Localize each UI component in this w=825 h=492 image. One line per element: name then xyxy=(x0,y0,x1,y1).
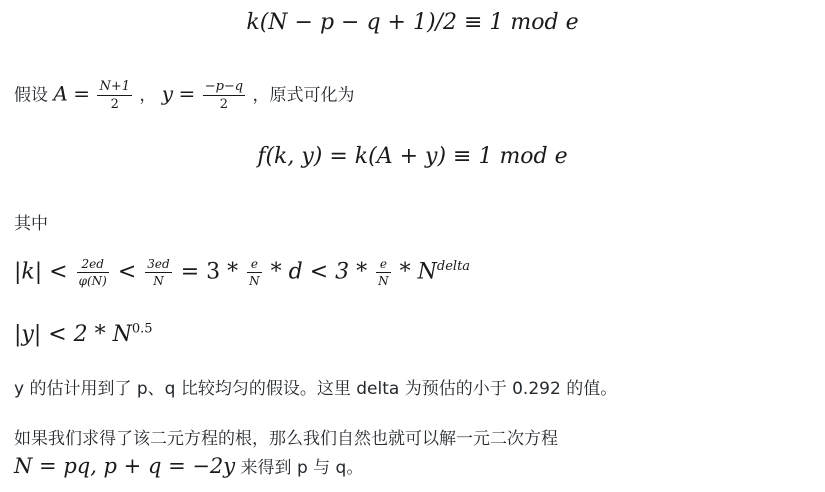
ineq-k-lhs: |k| < xyxy=(14,259,68,285)
among-label xyxy=(14,212,48,236)
note-line xyxy=(14,377,617,401)
fraction-y-num: −p−q xyxy=(204,79,244,94)
assumption-sep: ， xyxy=(139,85,157,106)
ineq-exponent-delta: delta xyxy=(436,259,471,275)
final-equation: N = pq, p + q = −2y xyxy=(14,454,236,478)
assumption-line: 假设 A = $\frac{N+1}{2}$ ， y = $\frac{-p-q}{2}$ ，原式可化为 xyxy=(14,79,355,112)
frac4-num: e xyxy=(376,258,391,273)
ineq-mid: = 3 * xyxy=(180,259,239,285)
equation-2-text: f(k, y) = k(A + y) ≡ 1 mod e xyxy=(257,144,568,169)
fraction-y xyxy=(203,80,245,111)
note-text: y 的估计用到了 p、q 比较均匀的假设。这里 delta 为预估的小于 0.292 的值。 xyxy=(14,379,618,399)
among-text: 其中 xyxy=(14,214,48,234)
frac2-den: N xyxy=(153,274,164,288)
fraction-A-num: N+1 xyxy=(99,79,130,94)
frac1-num: 2ed xyxy=(77,258,109,273)
fraction-A-den: 2 xyxy=(110,97,119,112)
final-text-1: 如果我们求得了该二元方程的根，那么我们自然也就可以解一元二次方程 xyxy=(14,429,558,449)
ineq-tail: * N xyxy=(399,259,437,285)
var-y: y xyxy=(161,81,174,106)
ineq-y-lhs: |y| < 2 * N xyxy=(14,322,132,347)
var-A: A xyxy=(53,81,68,106)
assumption-suffix: ，原式可化为 xyxy=(252,85,355,106)
fraction-e-N-1 xyxy=(247,258,262,287)
frac4-den: N xyxy=(378,274,389,288)
equation-1 xyxy=(0,10,825,35)
final-tail: 来得到 p 与 q。 xyxy=(235,458,364,478)
fraction-y-den: 2 xyxy=(219,97,229,112)
ineq-mid2: * d < 3 * xyxy=(270,259,368,285)
fraction-2ed-phi xyxy=(77,258,109,287)
assumption-prefix: 假设 xyxy=(14,85,48,106)
frac1-den: φ(N) xyxy=(78,274,107,288)
equation-1-text: k(N − p − q + 1)/2 ≡ 1 mod e xyxy=(246,10,579,35)
fraction-e-N-2 xyxy=(376,258,391,287)
inequality-k xyxy=(14,258,470,287)
ineq-exponent-half: 0.5 xyxy=(131,321,153,337)
frac2-num: 3ed xyxy=(147,257,170,271)
equation-2 xyxy=(0,144,825,169)
fraction-3ed-N xyxy=(145,258,171,287)
inequality-y xyxy=(14,322,153,347)
ineq-lt: < xyxy=(117,259,137,285)
final-line-2 xyxy=(14,454,363,480)
frac3-num: e xyxy=(247,258,262,273)
frac3-den: N xyxy=(249,274,260,288)
final-line-1 xyxy=(14,427,558,451)
fraction-A xyxy=(97,80,132,111)
